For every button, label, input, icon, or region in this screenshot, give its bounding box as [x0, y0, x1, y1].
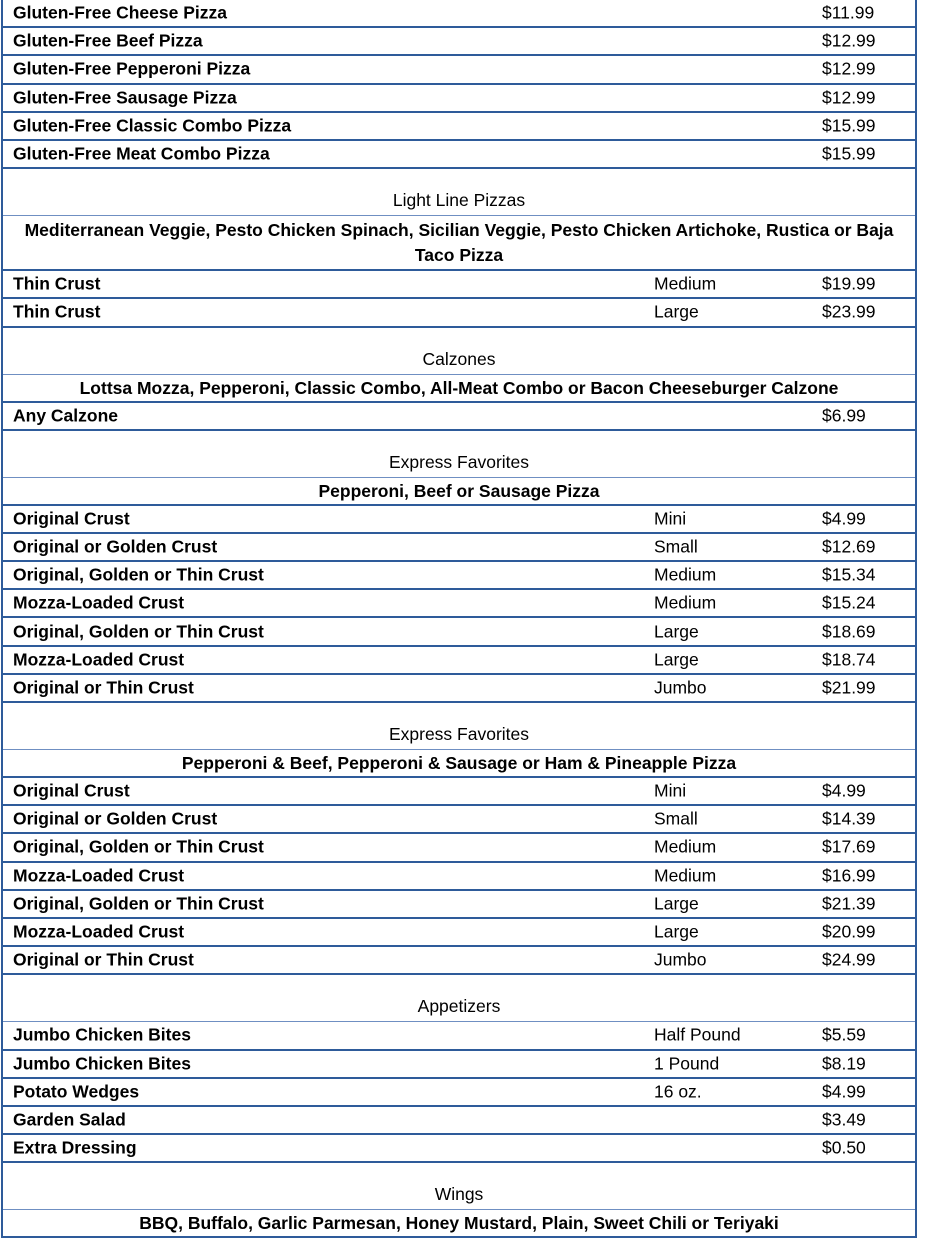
item-price: $12.99 — [822, 87, 876, 108]
item-name: Jumbo Chicken Bites — [13, 1024, 191, 1045]
section-heading-express_1: Express Favorites — [3, 449, 915, 478]
menu-item-row — [3, 271, 915, 299]
menu-item-row — [3, 1022, 915, 1050]
item-price: $4.99 — [822, 1081, 866, 1102]
item-name: Original, Golden or Thin Crust — [13, 621, 264, 642]
menu-item-row — [3, 1079, 915, 1107]
item-price: $5.59 — [822, 1024, 866, 1045]
section-heading-light_line: Light Line Pizzas — [3, 187, 915, 216]
item-name: Original or Thin Crust — [13, 949, 194, 970]
section-spacer — [3, 328, 915, 346]
section-subheading-express_2: Pepperoni & Beef, Pepperoni & Sausage or Ham & Pineapple Pizza — [3, 750, 915, 778]
item-size: Jumbo — [654, 677, 707, 698]
menu-item-row — [3, 534, 915, 562]
item-price: $12.99 — [822, 58, 876, 79]
section-subheading-calzones: Lottsa Mozza, Pepperoni, Classic Combo, All-Meat Combo or Bacon Cheeseburger Calzone — [3, 375, 915, 403]
item-price: $4.99 — [822, 780, 866, 801]
item-price: $12.99 — [822, 30, 876, 51]
item-name: Mozza-Loaded Crust — [13, 921, 185, 942]
item-size: Jumbo — [654, 949, 707, 970]
item-price: $20.99 — [822, 921, 876, 942]
item-price: $11.99 — [822, 2, 875, 23]
menu-item-row — [3, 0, 915, 28]
menu-item-row — [3, 891, 915, 919]
section-heading-wings: Wings — [3, 1181, 915, 1210]
menu-item-row — [3, 56, 915, 84]
item-size: Large — [654, 621, 699, 642]
item-price: $23.99 — [822, 301, 876, 322]
item-price: $18.69 — [822, 621, 876, 642]
item-name: Gluten-Free Cheese Pizza — [13, 2, 227, 23]
item-size: Large — [654, 649, 699, 670]
section-spacer — [3, 169, 915, 187]
item-size: Small — [654, 536, 698, 557]
menu-item-row — [3, 299, 915, 327]
section-subheading-wings: BBQ, Buffalo, Garlic Parmesan, Honey Mustard, Plain, Sweet Chili or Teriyaki — [3, 1210, 915, 1238]
item-name: Original, Golden or Thin Crust — [13, 564, 264, 585]
item-size: 1 Pound — [654, 1053, 720, 1074]
menu-table — [1, 0, 917, 1238]
item-price: $21.99 — [822, 677, 876, 698]
item-price: $15.99 — [822, 143, 876, 164]
menu-item-row — [3, 28, 915, 56]
menu-item-row — [3, 675, 915, 703]
menu-item-row — [3, 834, 915, 862]
menu-item-row — [3, 506, 915, 534]
item-price: $4.99 — [822, 508, 866, 529]
section-spacer — [3, 431, 915, 449]
item-size: Mini — [654, 780, 687, 801]
item-size: Large — [654, 893, 699, 914]
item-name: Original, Golden or Thin Crust — [13, 893, 264, 914]
menu-item-row — [3, 562, 915, 590]
item-name: Jumbo Chicken Bites — [13, 1053, 191, 1074]
item-price: $15.99 — [822, 115, 876, 136]
item-name: Original or Golden Crust — [13, 536, 218, 557]
item-price: $18.74 — [822, 649, 876, 670]
item-name: Mozza-Loaded Crust — [13, 649, 185, 670]
menu-item-row — [3, 1107, 915, 1135]
item-size: Medium — [654, 865, 717, 886]
item-name: Mozza-Loaded Crust — [13, 592, 185, 613]
item-name: Original or Thin Crust — [13, 677, 194, 698]
section-heading-express_2: Express Favorites — [3, 721, 915, 750]
menu-item-row — [3, 141, 915, 169]
item-price: $17.69 — [822, 836, 876, 857]
item-name: Any Calzone — [13, 405, 119, 426]
menu-item-row — [3, 778, 915, 806]
item-name: Gluten-Free Pepperoni Pizza — [13, 58, 251, 79]
item-price: $0.50 — [822, 1137, 866, 1158]
section-spacer — [3, 703, 915, 721]
item-price: $3.49 — [822, 1109, 866, 1130]
menu-item-row — [3, 947, 915, 975]
item-price: $24.99 — [822, 949, 876, 970]
item-name: Gluten-Free Sausage Pizza — [13, 87, 237, 108]
item-size: Large — [654, 921, 699, 942]
menu-item-row — [3, 1051, 915, 1079]
item-name: Garden Salad — [13, 1109, 126, 1130]
item-size: Medium — [654, 564, 717, 585]
item-name: Original, Golden or Thin Crust — [13, 836, 264, 857]
item-name: Original Crust — [13, 780, 130, 801]
section-subheading-express_1: Pepperoni, Beef or Sausage Pizza — [3, 478, 915, 506]
menu-item-row — [3, 863, 915, 891]
item-name: Thin Crust — [13, 301, 101, 322]
item-name: Thin Crust — [13, 273, 101, 294]
item-name: Original or Golden Crust — [13, 808, 218, 829]
menu-item-row — [3, 113, 915, 141]
item-name: Gluten-Free Meat Combo Pizza — [13, 143, 270, 164]
menu-item-row — [3, 403, 915, 431]
item-size: Medium — [654, 592, 717, 613]
item-name: Extra Dressing — [13, 1137, 137, 1158]
item-size: 16 oz. — [654, 1081, 702, 1102]
section-heading-calzones: Calzones — [3, 346, 915, 375]
item-size: Large — [654, 301, 699, 322]
item-size: Mini — [654, 508, 687, 529]
item-price: $12.69 — [822, 536, 876, 557]
section-spacer — [3, 975, 915, 993]
item-size: Small — [654, 808, 698, 829]
menu-item-row — [3, 590, 915, 618]
item-price: $14.39 — [822, 808, 876, 829]
item-size: Medium — [654, 836, 717, 857]
item-price: $21.39 — [822, 893, 876, 914]
item-price: $8.19 — [822, 1053, 866, 1074]
item-name: Mozza-Loaded Crust — [13, 865, 185, 886]
item-name: Gluten-Free Beef Pizza — [13, 30, 203, 51]
item-price: $15.34 — [822, 564, 876, 585]
item-price: $19.99 — [822, 273, 876, 294]
menu-item-row — [3, 1135, 915, 1163]
item-price: $6.99 — [822, 405, 866, 426]
section-heading-appetizers: Appetizers — [3, 993, 915, 1022]
menu-item-row — [3, 806, 915, 834]
section-spacer — [3, 1163, 915, 1181]
item-name: Original Crust — [13, 508, 130, 529]
item-price: $16.99 — [822, 865, 876, 886]
menu-item-row — [3, 85, 915, 113]
menu-item-row — [3, 647, 915, 675]
section-subheading-light_line: Mediterranean Veggie, Pesto Chicken Spinach, Sicilian Veggie, Pesto Chicken Artichoke, Rustica or Baja Taco Pizza — [3, 216, 915, 271]
item-size: Medium — [654, 273, 717, 294]
item-name: Gluten-Free Classic Combo Pizza — [13, 115, 292, 136]
item-size: Half Pound — [654, 1024, 741, 1045]
item-price: $15.24 — [822, 592, 876, 613]
item-name: Potato Wedges — [13, 1081, 140, 1102]
menu-item-row — [3, 919, 915, 947]
menu-item-row — [3, 618, 915, 646]
